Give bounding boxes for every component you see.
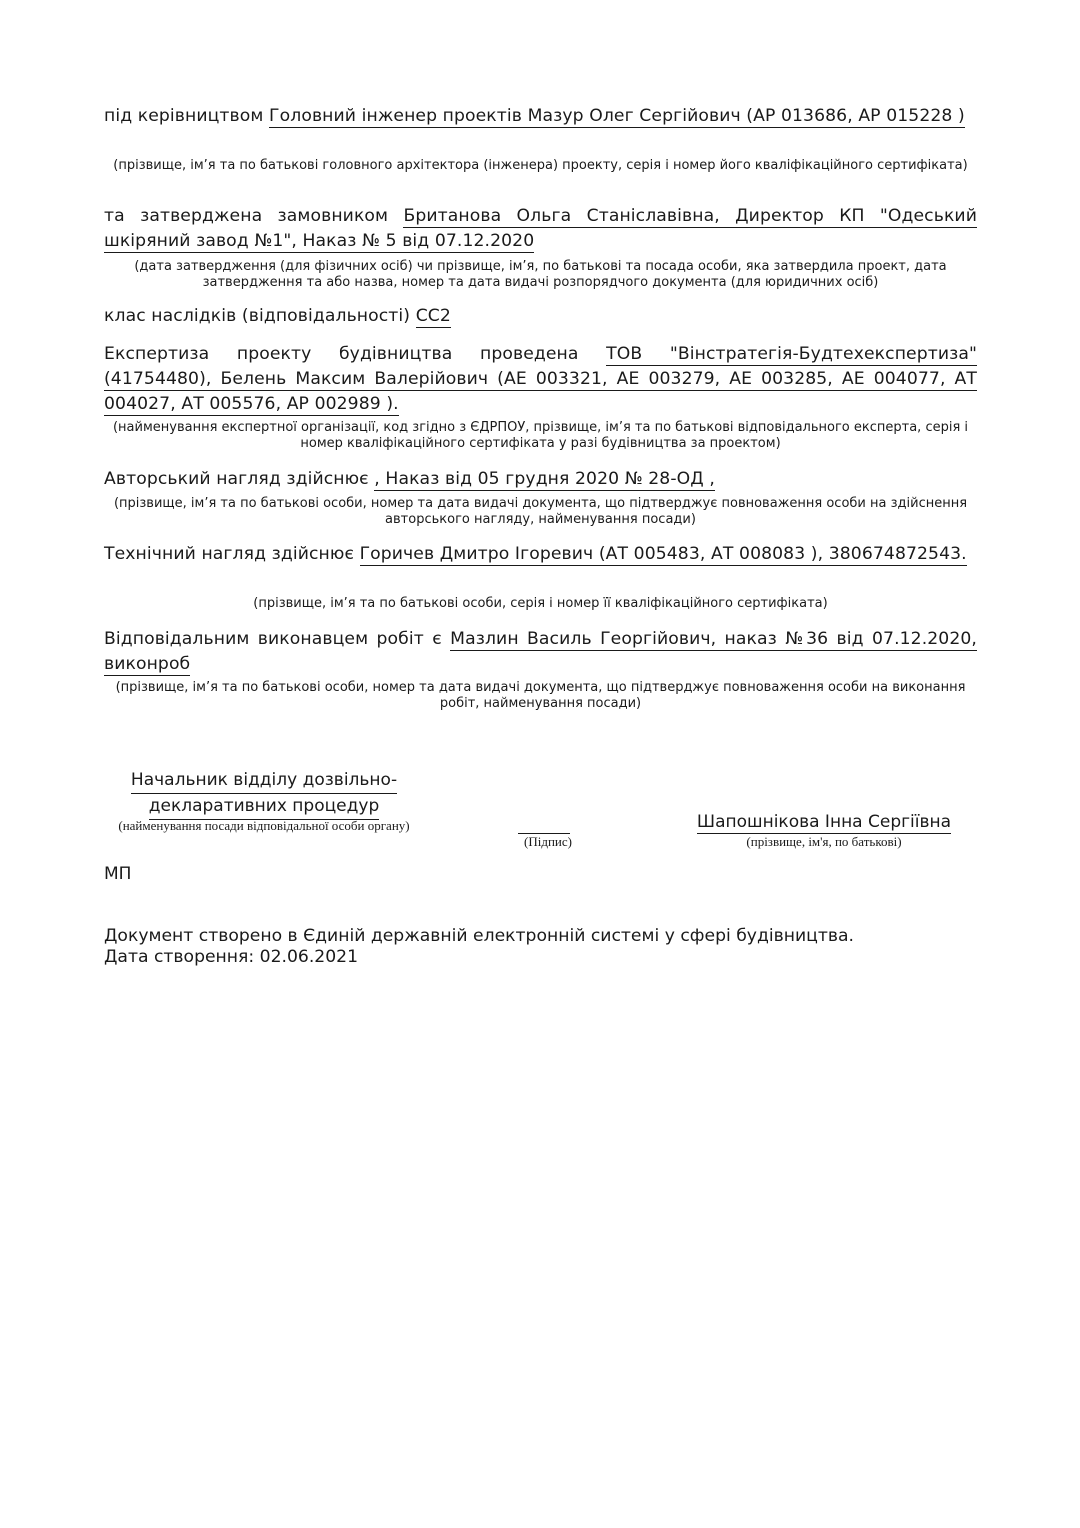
signatory-position-line1: Начальник відділу дозвільно- bbox=[131, 768, 397, 794]
approval-hint: (дата затвердження (для фізичних осіб) чи прізвище, ім’я, по батькові та посада особи, яка затвердила проект, дата затвердження та або назва, номер та дата видачі розпорядчого документа (для юридичних осіб) bbox=[134, 259, 947, 290]
architect-hint: (прізвище, ім’я та по батькові головного архітектора (інженера) проекту, серія і номер його кваліфікаційного сертифіката) bbox=[113, 158, 968, 173]
document-footer bbox=[104, 926, 977, 968]
approval-paragraph bbox=[104, 204, 977, 254]
approval-value: Британова Ольга Станіславівна, Директор КП "Одеський шкіряний завод №1", Наказ № 5 від 07.12.2020 bbox=[104, 206, 977, 251]
footer-system-note: Документ створено в Єдиній державній електронній системі у сфері будівництва. bbox=[104, 926, 855, 946]
signatory-position-hint: (найменування посади відповідальної особи органу) bbox=[118, 818, 410, 833]
expertise-hint: (найменування експертної організації, код згідно з ЄДРПОУ, прізвище, ім’я та по батькові відповідального експерта, серія і номер кваліфікаційного сертифіката у разі будівництва за проектом) bbox=[112, 420, 969, 451]
tech-supervision-value: Горичев Дмитро Ігоревич (АТ 005483, АТ 008083 ), 380674872543. bbox=[359, 544, 967, 564]
stamp-label: МП bbox=[104, 864, 132, 884]
author-supervision-paragraph bbox=[104, 467, 977, 492]
expertise-paragraph bbox=[104, 342, 977, 417]
contractor-hint: (прізвище, ім’я та по батькові особи, номер та дата видачі документа, що підтверджує повноваження особи на виконання робіт, найменування посади) bbox=[115, 680, 966, 711]
consequence-class-value: СС2 bbox=[415, 306, 451, 326]
tech-supervision-prefix: Технічний нагляд здійснює bbox=[104, 544, 354, 564]
consequence-class-prefix: клас наслідків (відповідальності) bbox=[104, 306, 411, 326]
author-supervision-value: , Наказ від 05 грудня 2020 № 28-ОД , bbox=[374, 469, 715, 489]
contractor-value: Мазлин Василь Георгійович, наказ №36 від 07.12.2020, виконроб bbox=[104, 629, 977, 674]
approval-prefix: та затверджена замовником bbox=[104, 206, 389, 226]
contractor-paragraph bbox=[104, 627, 977, 677]
expertise-prefix: Експертиза проекту будівництва проведена bbox=[104, 344, 579, 364]
footer-creation-date: Дата створення: 02.06.2021 bbox=[104, 947, 359, 967]
signatory-position bbox=[104, 768, 424, 820]
architect-value: Головний інженер проектів Мазур Олег Сергійович (АР 013686, АР 015228 ) bbox=[269, 106, 965, 126]
signatory-name bbox=[689, 810, 959, 835]
signatory-name-hint: (прізвище, ім'я, по батькові) bbox=[746, 834, 902, 849]
architect-paragraph bbox=[104, 104, 977, 129]
author-supervision-hint: (прізвище, ім’я та по батькові особи, номер та дата видачі документа, що підтверджує повноваження особи на здійснення авторського нагляду, найменування посади) bbox=[113, 496, 968, 527]
tech-supervision-hint: (прізвище, ім’я та по батькові особи, серія і номер її кваліфікаційного сертифіката) bbox=[253, 596, 828, 611]
tech-supervision-paragraph bbox=[104, 542, 977, 567]
contractor-prefix: Відповідальним виконавцем робіт є bbox=[104, 629, 442, 649]
author-supervision-prefix: Авторський нагляд здійснює bbox=[104, 469, 369, 489]
signatory-name-value: Шапошнікова Інна Сергіївна bbox=[696, 812, 952, 832]
signature-hint: (Підпис) bbox=[524, 834, 572, 849]
architect-prefix: під керівництвом bbox=[104, 106, 264, 126]
consequence-class-paragraph bbox=[104, 304, 977, 329]
signatory-position-line2: декларативних процедур bbox=[149, 794, 380, 820]
expertise-value: ТОВ "Вінстратегія-Будтехекспертиза" (41754480), Белень Максим Валерійович (АЕ 003321, АЕ 003279, АЕ 003285, АЕ 004077, АТ 004027, АТ 005576, АР 002989 ). bbox=[104, 344, 977, 414]
